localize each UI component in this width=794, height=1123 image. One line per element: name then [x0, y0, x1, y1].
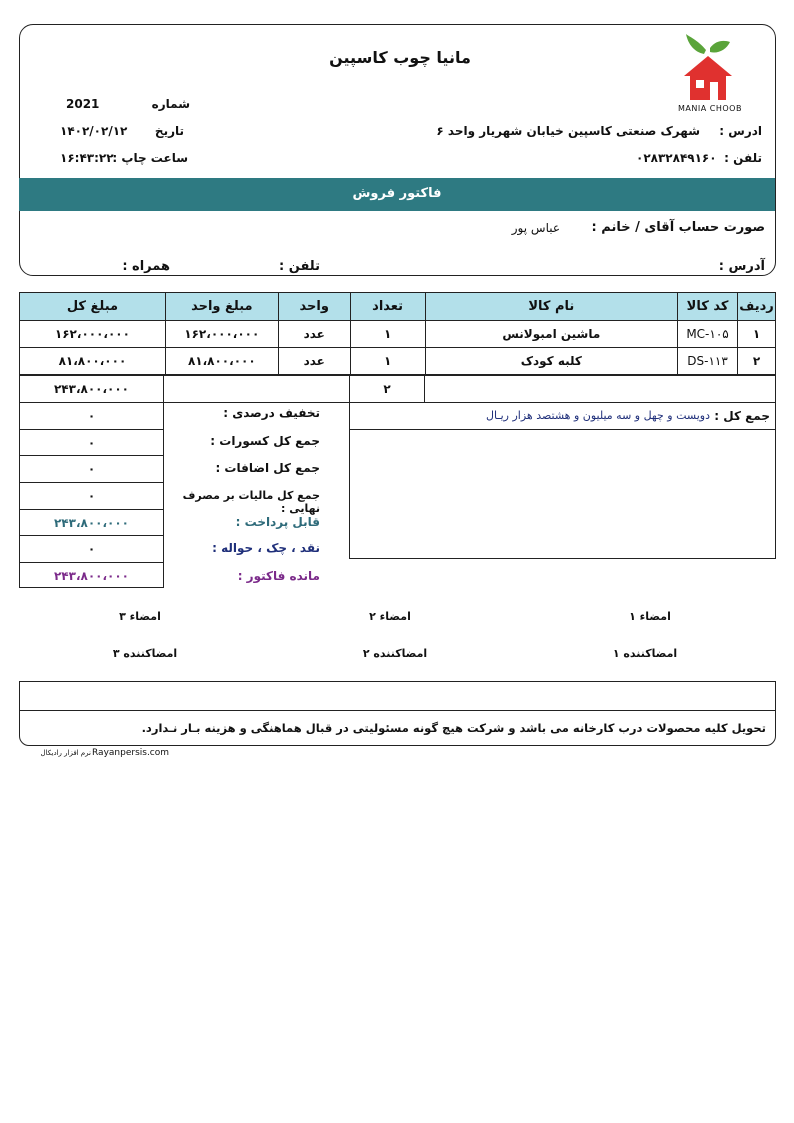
col-header-qty: تعداد	[350, 293, 425, 321]
address-label: ادرس :	[719, 124, 762, 138]
deductions-value: ۰	[87, 436, 96, 450]
account-label: صورت حساب آقای / خانم :	[591, 220, 765, 235]
item-unit-price: ۸۱،۸۰۰،۰۰۰	[165, 348, 278, 375]
signer-2-label: امضاکننده ۲	[362, 647, 428, 660]
table-row	[20, 348, 776, 375]
sum-total-cell	[19, 375, 164, 403]
number-label: شماره	[151, 97, 190, 111]
deductions-label: جمع کل کسورات :	[210, 434, 320, 448]
sum-right-cell	[424, 375, 776, 403]
items-table	[19, 292, 776, 375]
deductions-cell	[19, 429, 164, 456]
invoice-type-banner: فاکتور فروش	[19, 178, 775, 211]
col-header-code: کد کالا	[678, 293, 738, 321]
row-number: ۲	[738, 348, 776, 375]
date-label: تاریخ	[154, 124, 184, 138]
signer-3-label: امضاکننده ۳	[112, 647, 178, 660]
discount-cell	[19, 402, 164, 430]
blank-row	[19, 681, 776, 711]
col-header-name: نام کالا	[425, 293, 678, 321]
print-time: ۱۶:۴۳:۲۲	[60, 151, 114, 165]
payable-label: قابل پرداخت :	[235, 515, 320, 529]
item-unit: عدد	[278, 348, 350, 375]
item-name: ماشین امبولانس	[425, 321, 678, 348]
cash-value: ۰	[87, 542, 96, 556]
table-row	[20, 321, 776, 348]
print-time-label: ساعت چاپ :	[112, 151, 188, 165]
sum-empty-cell	[163, 375, 350, 403]
additions-value: ۰	[87, 462, 96, 476]
customer-mobile-label: همراه :	[122, 259, 170, 274]
cash-cell	[19, 535, 164, 563]
item-unit: عدد	[278, 321, 350, 348]
col-header-unit-price: مبلغ واحد	[165, 293, 278, 321]
item-total: ۸۱،۸۰۰،۰۰۰	[20, 348, 166, 375]
phone-label: تلفن :	[724, 151, 762, 165]
col-header-total: مبلغ کل	[20, 293, 166, 321]
logo-text: MANIA CHOOB	[678, 104, 742, 113]
tax-cell	[19, 482, 164, 510]
signature-2-label: امضاء ۲	[369, 610, 411, 623]
notes-box	[349, 429, 776, 559]
sum-qty: ۲	[383, 382, 391, 396]
invoice-number: 2021	[66, 97, 100, 111]
remaining-value: ۲۴۳،۸۰۰،۰۰۰	[53, 569, 130, 583]
sum-total: ۲۴۳،۸۰۰،۰۰۰	[53, 382, 130, 396]
item-code: MC-۱۰۵	[678, 321, 738, 348]
company-title: مانیا چوب کاسپین	[329, 48, 471, 67]
item-unit-price: ۱۶۲،۰۰۰،۰۰۰	[165, 321, 278, 348]
discount-label: تخفیف درصدی :	[223, 406, 320, 420]
table-header-row	[20, 293, 776, 321]
col-header-row: ردیف	[738, 293, 776, 321]
invoice-date: ۱۴۰۲/۰۲/۱۲	[60, 124, 128, 138]
tax-label: جمع کل مالیات بر مصرف نهایی :	[182, 489, 320, 515]
item-total: ۱۶۲،۰۰۰،۰۰۰	[20, 321, 166, 348]
tax-value: ۰	[87, 489, 96, 503]
additions-label: جمع کل اضافات :	[215, 461, 320, 475]
customer-phone-label: تلفن :	[279, 259, 320, 274]
payable-value: ۲۴۳،۸۰۰،۰۰۰	[53, 516, 130, 530]
discount-value: ۰	[87, 409, 96, 423]
signature-1-label: امضاء ۱	[629, 610, 671, 623]
sum-qty-cell	[349, 375, 425, 403]
company-phone: ۰۲۸۳۲۸۴۹۱۶۰	[636, 151, 717, 165]
remaining-cell	[19, 562, 164, 588]
remaining-label: مانده فاکتور :	[237, 569, 320, 583]
row-number: ۱	[738, 321, 776, 348]
customer-address-label: آدرس :	[718, 259, 765, 274]
cash-label: نقد ، چک ، حواله :	[212, 541, 320, 555]
item-code: DS-۱۱۳	[678, 348, 738, 375]
additions-cell	[19, 455, 164, 483]
signer-1-label: امضاکننده ۱	[612, 647, 678, 660]
col-header-unit: واحد	[278, 293, 350, 321]
total-words-label: جمع کل :	[714, 409, 770, 423]
item-qty: ۱	[350, 321, 425, 348]
item-name: کلبه کودک	[425, 348, 678, 375]
software-name: نرم افزار رادیکال	[40, 749, 91, 757]
website: Rayanpersis.com	[92, 748, 170, 758]
footer-note: تحویل کلیه محصولات درب کارخانه می باشد و شرکت هیچ گونه مسئولیتی در قبال هماهنگی و هزینه بـار نـدارد.	[141, 721, 766, 735]
signature-3-label: امضاء ۳	[119, 610, 161, 623]
customer-name: عباس پور	[511, 221, 560, 235]
company-address: شهرک صنعتی کاسپین خیابان شهریار واحد ۶	[436, 124, 700, 138]
item-qty: ۱	[350, 348, 425, 375]
payable-cell	[19, 509, 164, 536]
total-words: دویست و چهل و سه میلیون و هشتصد هزار ریـال	[486, 409, 710, 422]
